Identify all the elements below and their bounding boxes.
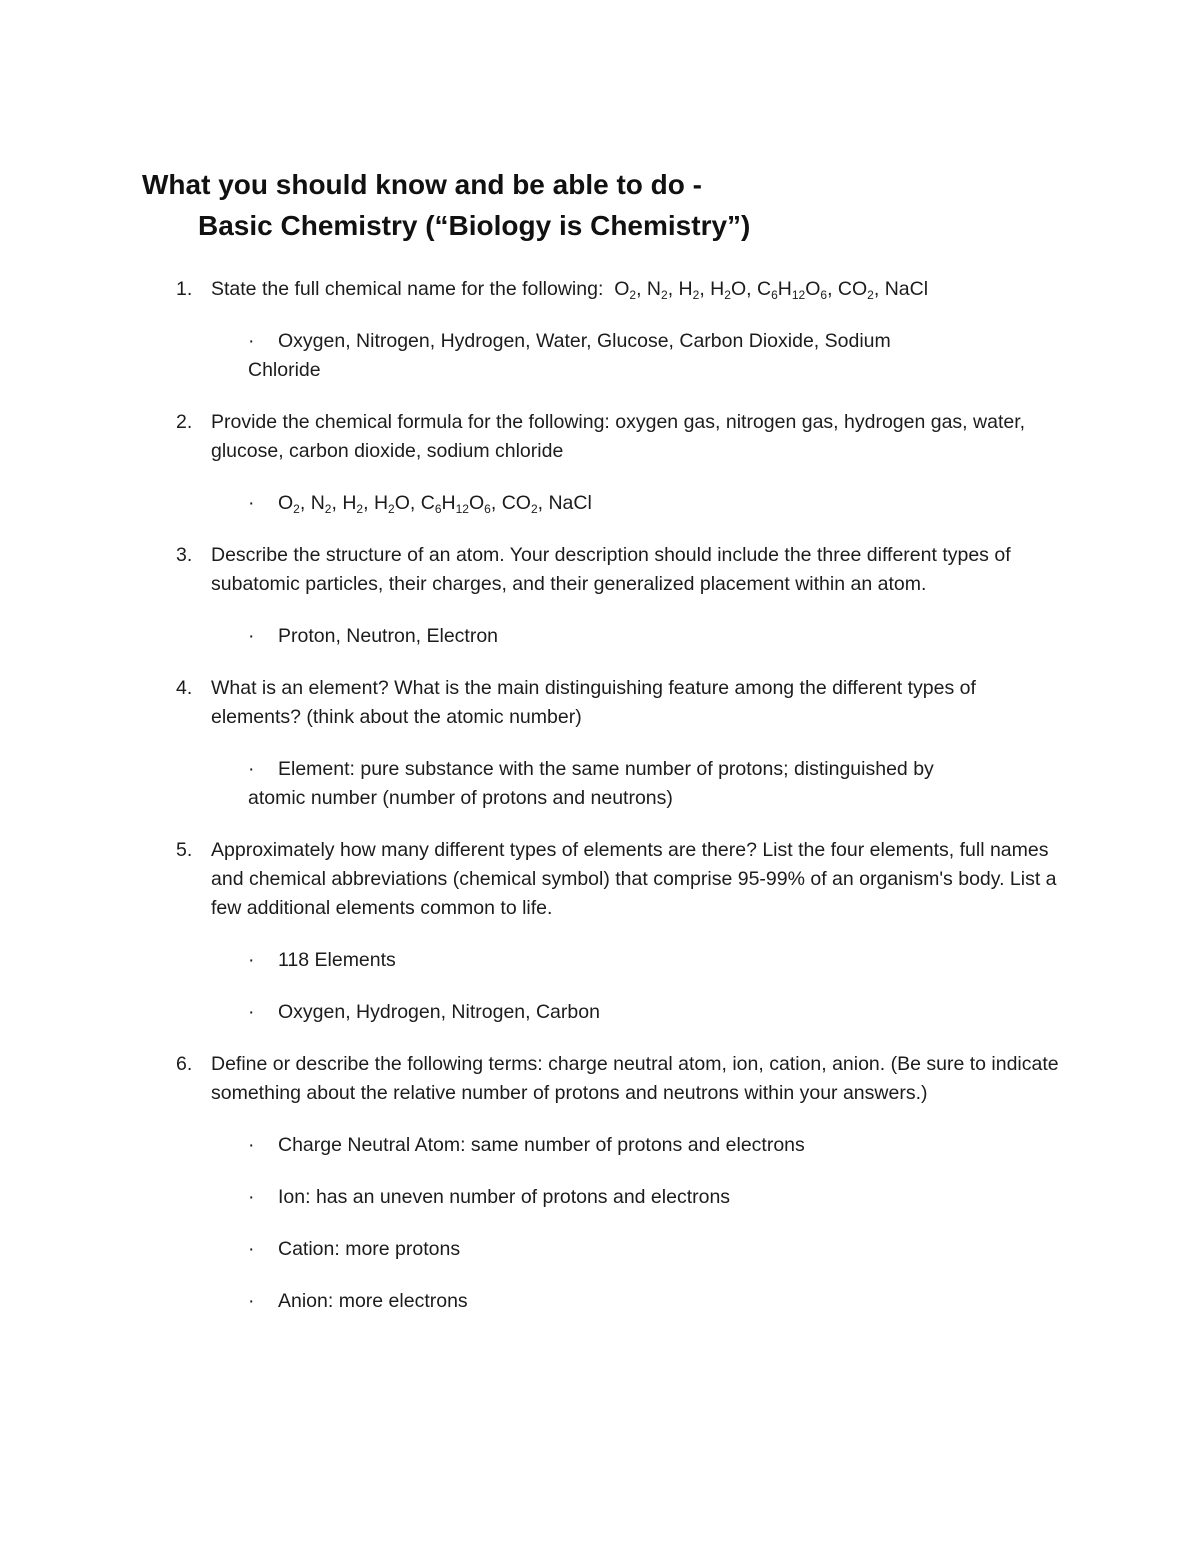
question-number: 4.: [176, 677, 193, 699]
answer-text: Ion: has an uneven number of protons and electrons: [278, 1186, 731, 1208]
title-line-1: What you should know and be able to do -: [142, 169, 702, 200]
bullet-icon: ·: [248, 330, 255, 352]
answer-6-2: [248, 1183, 1006, 1212]
title-line-2: Basic Chemistry (“Biology is Chemistry”): [198, 210, 751, 241]
question-text: Approximately how many different types of elements are there? List the four elements, full names and chemical abbreviations (chemical symbol) that comprise 95-99% of an organism's body. List a few additional elements common to life.: [211, 839, 1057, 919]
formula-n2: $N_2$: [310, 492, 332, 516]
answer-text-continued: atomic number (number of protons and neutrons): [248, 787, 673, 809]
bullet-icon: ·: [248, 625, 255, 647]
answer-text: Charge Neutral Atom: same number of protons and electrons: [278, 1134, 805, 1156]
bullet-icon: ·: [248, 949, 255, 971]
bullet-icon: ·: [248, 1001, 255, 1023]
answer-6-3: [248, 1235, 1006, 1264]
question-text: Provide the chemical formula for the following: oxygen gas, nitrogen gas, hydrogen gas, water, glucose, carbon dioxide, sodium chloride: [211, 411, 1026, 462]
formula-h2: $H_2$: [342, 492, 364, 516]
formula-co2: $CO_2$: [837, 278, 874, 302]
formula-h2o: $H_2O$: [710, 278, 747, 302]
page-title: [142, 166, 750, 245]
answer-text: 118 Elements: [278, 949, 396, 971]
answer-text: Oxygen, Hydrogen, Nitrogen, Carbon: [278, 1001, 600, 1023]
question-6: [176, 1050, 1066, 1108]
answer-text: Proton, Neutron, Electron: [278, 625, 499, 647]
question-number: 2.: [176, 411, 193, 433]
formula-co2: $CO_2$: [501, 492, 538, 516]
question-5: [176, 836, 1066, 923]
question-1: [176, 275, 1066, 304]
question-number: 3.: [176, 544, 193, 566]
question-number: 1.: [176, 278, 193, 300]
bullet-icon: ·: [248, 758, 255, 780]
formula-glucose: $C_6H_{12}O_6$: [756, 278, 828, 302]
bullet-icon: ·: [248, 492, 255, 514]
formula-list: $O_2$, $N_2$, $H_2$, $H_2O$, $C_6H_{12}O_6$, $CO_2$, NaCl: [614, 278, 929, 302]
answer-2-1: [248, 489, 1006, 518]
bullet-icon: ·: [248, 1186, 255, 1208]
question-text: Define or describe the following terms: charge neutral atom, ion, cation, anion. (Be sure to indicate something about the relative number of protons and neutrons within your answers.): [211, 1053, 1059, 1104]
answer-6-4: [248, 1287, 1006, 1316]
bullet-icon: ·: [248, 1290, 255, 1312]
answer-text: Oxygen, Nitrogen, Hydrogen, Water, Glucose, Carbon Dioxide, Sodium: [278, 330, 891, 352]
question-list: [176, 275, 1066, 1339]
formula-list: $O_2$, $N_2$, $H_2$, $H_2O$, $C_6H_{12}O_6$, $CO_2$, NaCl: [278, 492, 592, 516]
formula-nacl: NaCl: [884, 278, 929, 300]
question-number: 6.: [176, 1053, 193, 1075]
question-number: 5.: [176, 839, 193, 861]
answer-text: Element: pure substance with the same number of protons; distinguished by: [278, 758, 934, 780]
formula-o2: $O_2$: [278, 492, 300, 516]
question-2: [176, 408, 1066, 466]
question-text: State the full chemical name for the following:: [211, 278, 604, 300]
question-text: What is an element? What is the main distinguishing feature among the different types of elements? (think about the atomic number): [211, 677, 976, 728]
formula-h2: $H_2$: [678, 278, 700, 302]
formula-h2o: $H_2O$: [373, 492, 410, 516]
formula-n2: $N_2$: [646, 278, 668, 302]
answer-text: Cation: more protons: [278, 1238, 461, 1260]
formula-nacl: NaCl: [548, 492, 592, 514]
formula-o2: $O_2$: [614, 278, 637, 302]
answer-3-1: [248, 622, 1006, 651]
answer-text-continued: Chloride: [248, 359, 321, 381]
formula-glucose: $C_6H_{12}O_6$: [420, 492, 491, 516]
answer-5-1: [248, 946, 1006, 975]
question-4: [176, 674, 1066, 732]
answer-4-1: [248, 755, 1006, 813]
bullet-icon: ·: [248, 1134, 255, 1156]
bullet-icon: ·: [248, 1238, 255, 1260]
answer-5-2: [248, 998, 1006, 1027]
answer-text: Anion: more electrons: [278, 1290, 468, 1312]
question-text: Describe the structure of an atom. Your description should include the three different types of subatomic particles, their charges, and their generalized placement within an atom.: [211, 544, 1011, 595]
answer-1-1: [248, 327, 1006, 385]
question-3: [176, 541, 1066, 599]
answer-6-1: [248, 1131, 1006, 1160]
